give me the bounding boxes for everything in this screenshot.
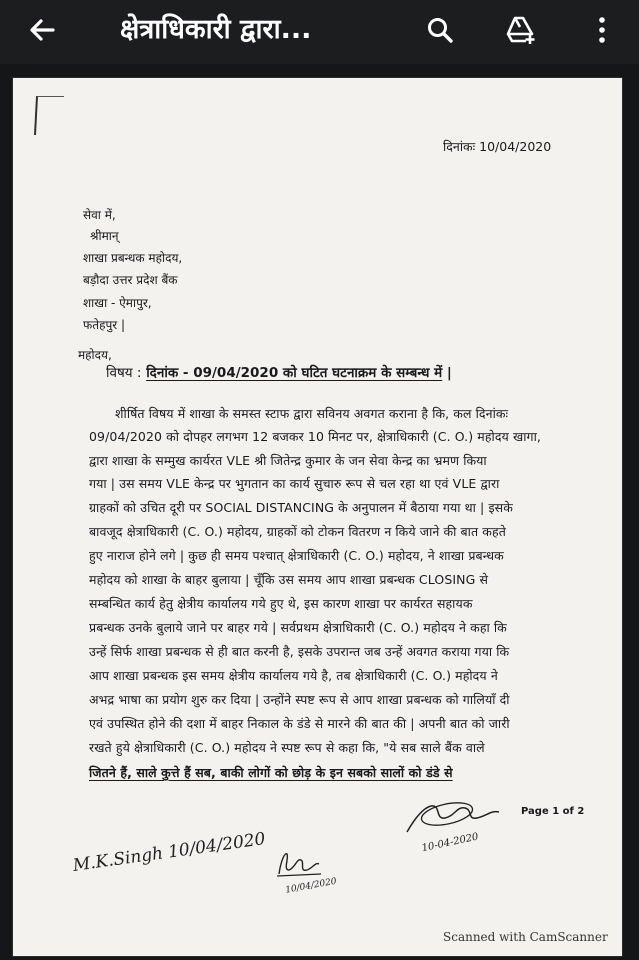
scanned-page[interactable] <box>13 78 622 956</box>
subject-label: विषय : <box>106 365 142 381</box>
salutation: महोदय, <box>78 348 112 362</box>
body-line: प्रबन्धक उनके बुलाये जाने पर बाहर गये | सर्वप्रथम क्षेत्राधिकारी (C. O.) महोदय ने कहा कि <box>89 620 507 635</box>
page-number: Page 1 of 2 <box>521 806 585 817</box>
body-line: हुए नाराज होने लगे | कुछ ही समय पश्चात् क्षेत्राधिकारी (C. O.) महोदय, ने शाखा प्रबन्धक <box>89 548 504 563</box>
signature-second-date: 10/04/2020 <box>284 876 338 896</box>
body-line: 09/04/2020 को दोपहर लगभग 12 बजकर 10 मिनट पर, क्षेत्राधिकारी (C. O.) महोदय खागा, <box>89 429 541 444</box>
google-drive-add-icon <box>504 15 536 45</box>
subject-text: दिनांक - 09/04/2020 को घटित घटनाक्रम के सम्बन्ध में <box>146 365 443 381</box>
subject-end: | <box>442 365 452 381</box>
body-line-underlined: जितने हैं, साले कुत्ते हैं सब, बाकी लोगों को छोड़ के इन सबको सालों को डंडे से <box>89 765 453 780</box>
body-line: एवं उपस्थित होने की दशा में बाहर निकाल के डंडे से मारने की बात की | अपनी बात को जारी <box>89 716 510 731</box>
address-line: शाखा - ऐमापुर, <box>83 296 152 310</box>
document-title: क्षेत्राधिकारी द्वारा... <box>120 14 312 45</box>
search-icon <box>425 15 455 45</box>
signature-second <box>271 848 351 898</box>
subject-line <box>106 363 452 381</box>
letter-date: दिनांकः 10/04/2020 <box>443 139 552 154</box>
arrow-left-icon <box>27 15 57 45</box>
body-line: आप शाखा प्रबन्धक इस समय क्षेत्रीय कार्यालय गये है, तब क्षेत्राधिकारी (C. O.) महोदय ने <box>89 668 498 683</box>
scan-mark <box>34 96 64 135</box>
address-line: बड़ौदा उत्तर प्रदेश बैंक <box>83 273 178 287</box>
address-line: शाखा प्रबन्धक महोदय, <box>83 251 183 265</box>
add-to-drive-button[interactable] <box>498 8 542 52</box>
search-button[interactable] <box>418 8 462 52</box>
body-line: ग्राहकों को उचित दूरी पर SOCIAL DISTANCING के अनुपालन में बैठाया गया था | इसके <box>89 500 513 515</box>
back-button[interactable] <box>20 8 64 52</box>
body-line: रखते हुये क्षेत्राधिकारी (C. O.) महोदय ने स्पष्ट रूप से कहा कि, "ये सब साले बैंक वाले <box>89 740 485 755</box>
body-line: उन्हें सिर्फ शाखा प्रबन्धक से ही बात करनी है, इसके उपरान्त जब उन्हें अवगत कराया गया कि <box>89 644 510 659</box>
body-line: द्वारा शाखा के सम्मुख कार्यरत VLE श्री जितेन्द्र कुमार के जन सेवा केन्द्र का भ्रमण किया <box>89 453 487 468</box>
body-line: गया | उस समय VLE केन्द्र पर भुगतान का कार्य सुचारु रूप से चल रहा था एवं VLE द्वारा <box>89 476 500 491</box>
signature-third <box>401 798 511 858</box>
body-line: शीर्षित विषय में शाखा के समस्त स्टाफ द्वारा सविनय अवगत कराना है कि, कल दिनांकः <box>115 406 509 421</box>
body-line: अभद्र भाषा का प्रयोग शुरु कर दिया | उन्होंने स्पष्ट रूप से आप शाखा प्रबन्धक को गालियाँ दी <box>89 692 510 707</box>
app-bar <box>0 0 639 64</box>
signature-mk-singh: M.K.Singh 10/04/2020 <box>71 829 267 876</box>
body-line: बावजूद क्षेत्राधिकारी (C. O.) महोदय, ग्राहकों को टोकन वितरण न किये जाने की बात कहते <box>89 524 506 539</box>
signature-third-date: 10-04-2020 <box>420 831 480 855</box>
address-line: फतेहपुर | <box>83 318 126 332</box>
address-line: सेवा में, <box>83 208 116 222</box>
camscanner-watermark: Scanned with CamScanner <box>443 930 608 944</box>
address-line: श्रीमान् <box>90 229 119 243</box>
more-vertical-icon <box>596 15 608 45</box>
body-line: सम्बन्धित कार्य हेतु क्षेत्रीय कार्यालय गये हुए थे, इस कारण शाखा पर कार्यरत सहायक <box>89 596 473 611</box>
more-options-button[interactable] <box>580 8 624 52</box>
body-line: महोदय को शाखा के बाहर बुलाया | चूँकि उस समय आप शाखा प्रबन्धक CLOSING से <box>89 572 488 587</box>
